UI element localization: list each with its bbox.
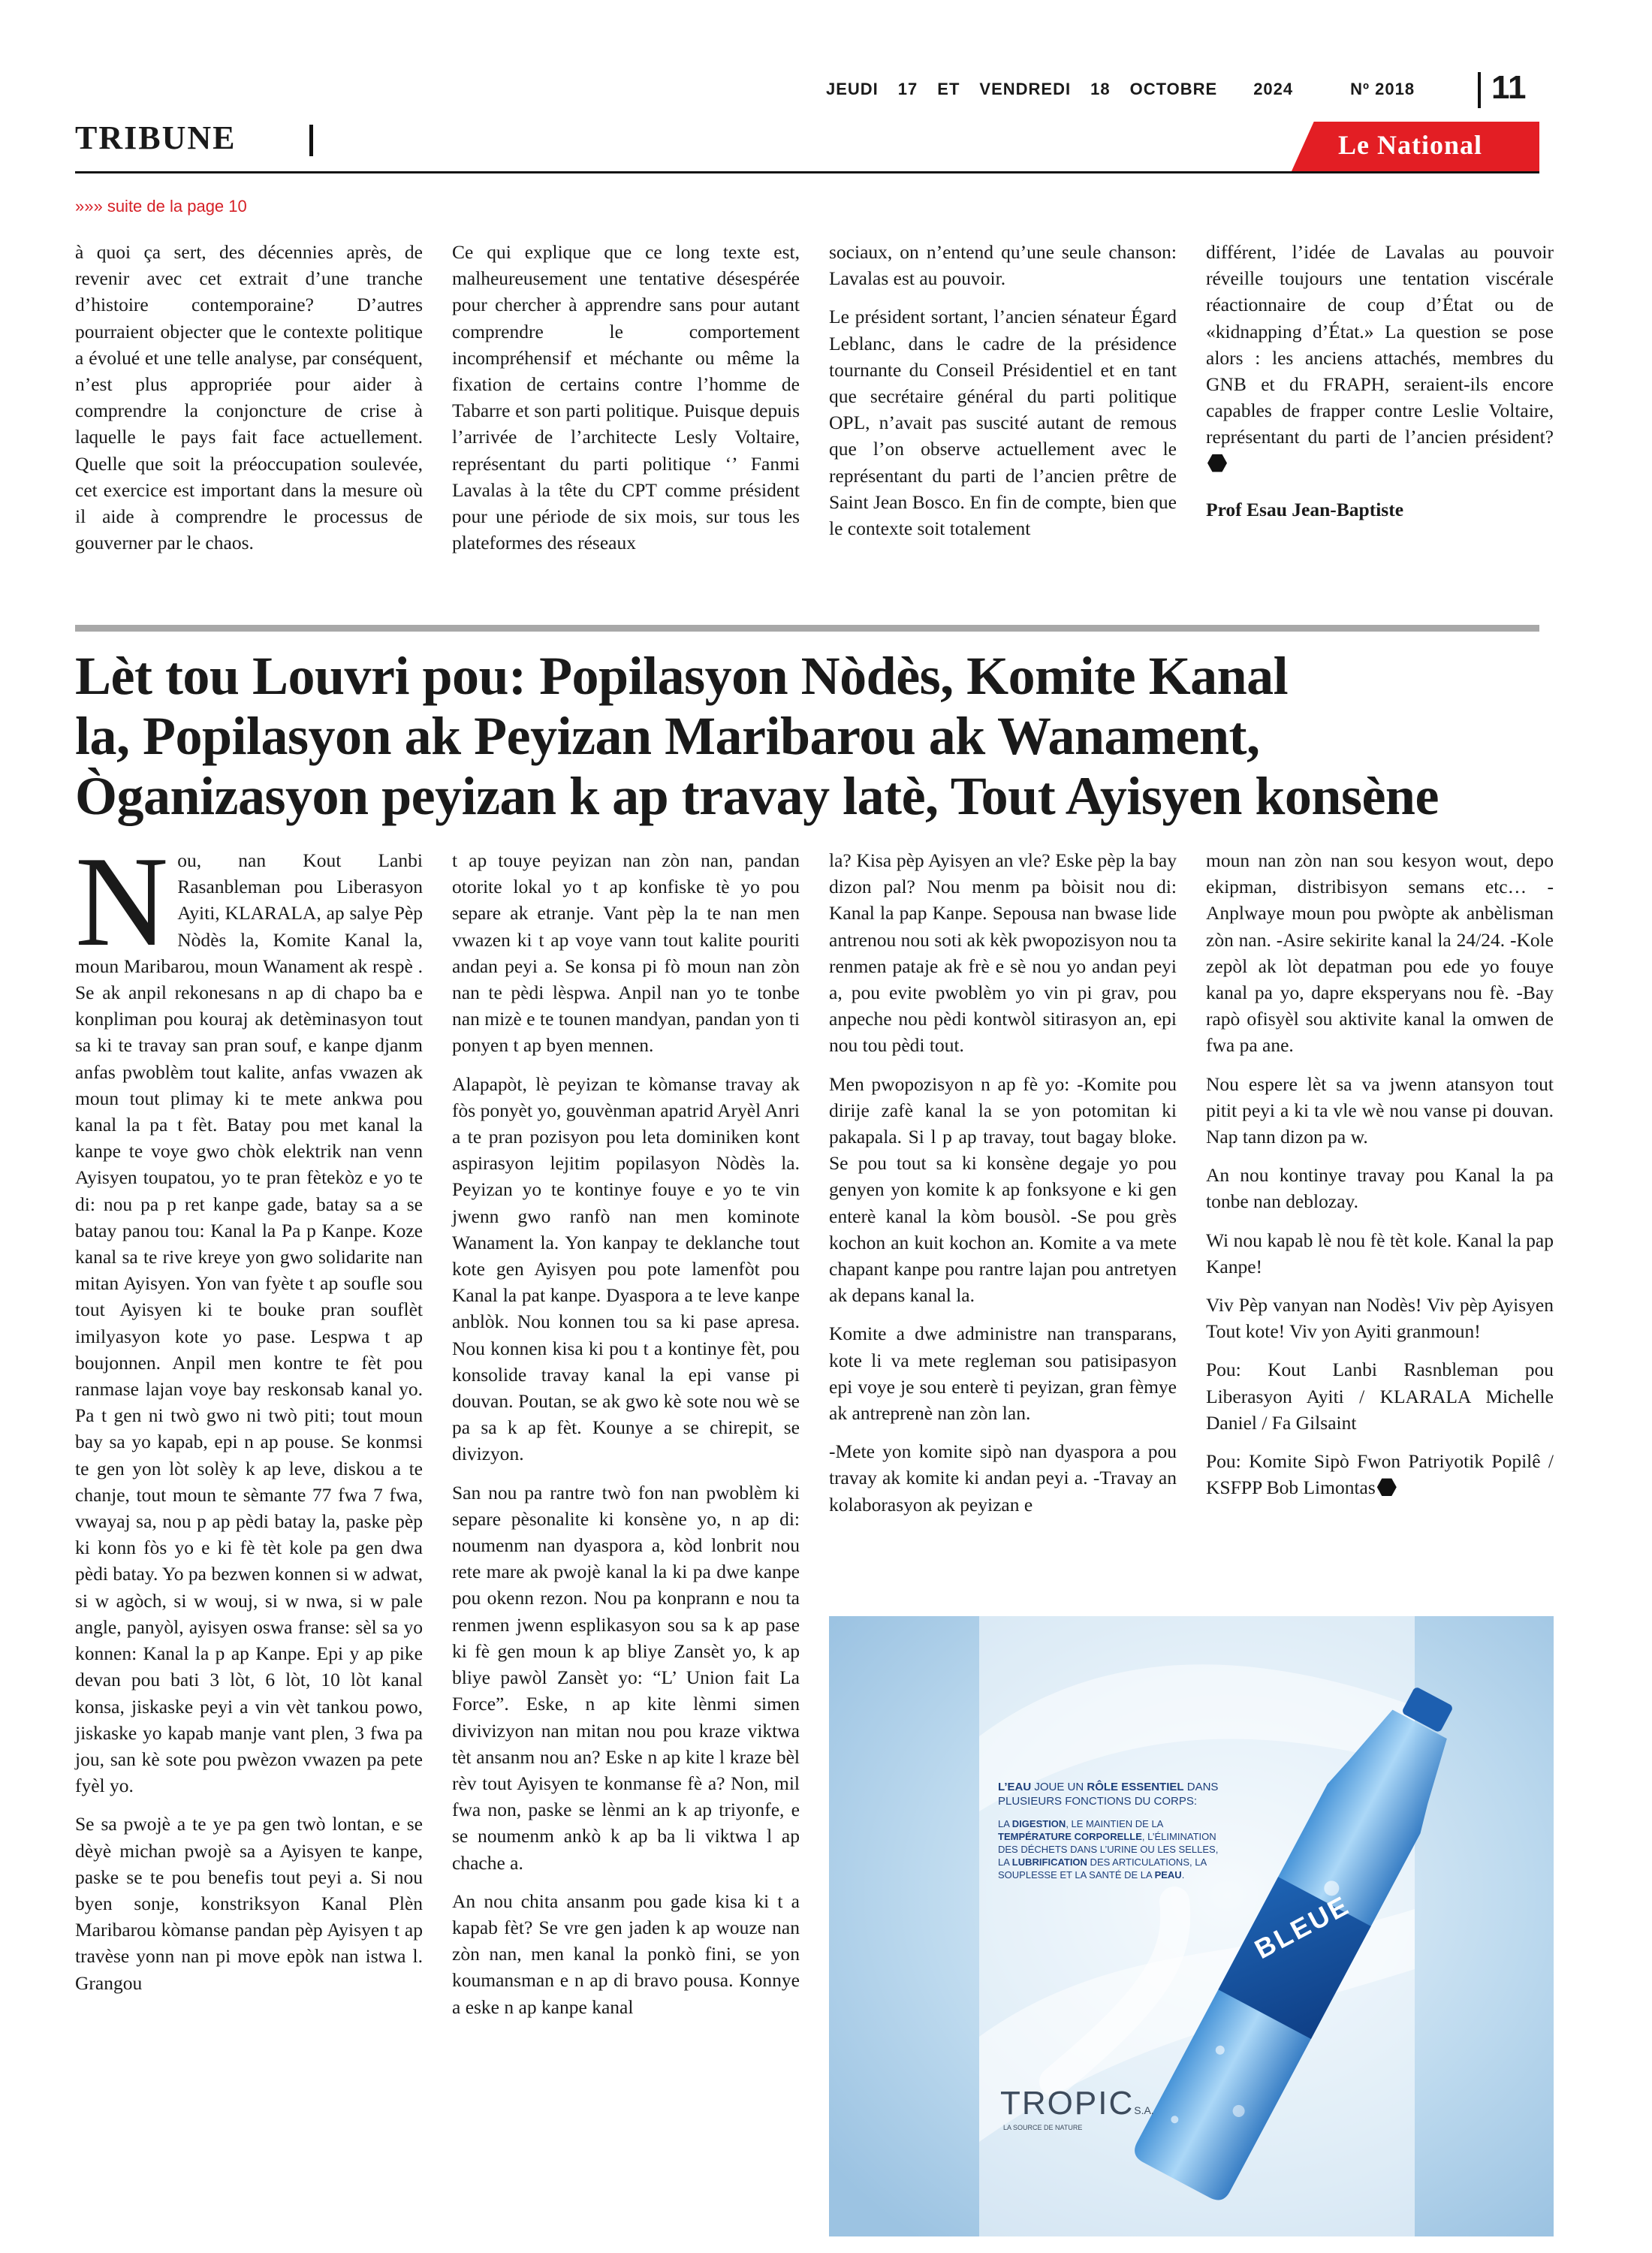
date-year: 2024: [1253, 80, 1294, 98]
paragraph: sociaux, on n’entend qu’une seule chanson: Lavalas est au pouvoir.: [829, 241, 1177, 290]
ad-body: [998, 1817, 1223, 1881]
paragraph-text: ou, nan Kout Lanbi Rasanbleman pou Liberasyon Ayiti, KLARALA, ap salye Pèp Nòdès la, Komite Kanal la, moun Maribarou, moun Wanament ak respè . Se ak anpil rekonesans n ap di chapo ba e konpliman pou kouraj ak detèminasyon tout sa ki te travay san pran souf, e kanpe djanm anfas pwoblèm tout kalite, anfas vwazen ak moun tout plimay ki te mete ankwa pou kanal la pa t fèt. Batay pou met kanal la kanpe te voye gwo chòk elektrik nan venn Ayisyen toupatou, yo te pran fètekòz e yo te di: nou pa p ret kanpe gade, batay sa a se batay panou tou: Kanal la Pa p Kanpe. Koze kanal sa te rive kreye yon gwo solidarite nan mitan Ayisyen. Yon van fyète t ap soufle sou tout Ayisyen ki te bouke pran souflèt imilyasyon kote yo pase. Lespwa t ap boujonnen. Anpil men kontre te fèt pou ranmase lajan voye bay reskonsab kanal yo. Pa t gen ni twò gwo ni twò piti; tout moun bay sa yo kapab, epi n ap pouse. Se konmsi te gen yon lòt solèy k ap leve, diskou a te chanje, tout moun te sèmante 77 fwa 7 fwa, vwayaj sa, nou p ap pèdi batay la, paske pèp ki konn fòs yo e ki fè tèt kole pa gen dwa pèdi batay. Yo pa bezwen konnen si w adwat, si w agòch, si w wouj, si w nwa, si w pale angle, panyòl, ayisyen oswa franse: sèl sa yo konnen: Kanal la p ap Kanpe. Epi y ap pike devan pou bati 3 lòt, 6 lòt, 10 lòt kanal konsa, jiskaske peyi a vin vèt tankou powo, jiskaske yo kapab manje vant plen, 3 fwa pa jou, san kè sote pou pwèzon vwazen pa pete fyèl yo.: [75, 849, 423, 1797]
date-day1: JEUDI: [826, 80, 879, 98]
ad-headline-part: L’EAU: [998, 1781, 1032, 1793]
paragraph: Nou espere lèt sa va jwenn atansyon tout pitit peyi a ki ta vle wè nou vanse pi douvan. Nap tann dizon pa w.: [1206, 1072, 1554, 1148]
article-headline: [75, 646, 1539, 826]
paragraph: [1206, 239, 1554, 477]
paragraph: t ap touye peyizan nan zòn nan, pandan otorite lokal yo t ap konfiske tè yo pou separe ak etranje. Vant pèp la te nan men vwazen ki t ap voye vann tout kalite pouriti andan peyi a. Se konsa pi fò moun nan zòn nan te pèdi lèspwa. Anpil nan yo te tonbe nan mizè e te tounen mandyan, pandan yon ti ponyen t ap byen mennen.: [452, 849, 800, 1057]
paragraph: la? Kisa pèp Ayisyen an vle? Eske pèp la bay dizon pal? Nou menm pa bòisit nou di: Kanal la pap Kanpe. Sepousa nan bwase lide antrenou nou soti ak kèk pwopozisyon nou ta renmen pataje ak frè e sè nou yo andan peyi a, pou evite pwoblèm yo vin pi grav, pou anpeche nou pèdi kontwòl sitirasyon an, epi nou tou pèdi tout.: [829, 849, 1177, 1057]
tribune-column-1: [75, 239, 423, 568]
ad-body-part: TEMPÉRATURE CORPORELLE: [998, 1831, 1142, 1842]
paragraph: Men pwopozisyon n ap fè yo: -Komite pou dirije zafè kanal la se yon potomitan ki pakapala. Si l p ap travay, tout bagay bloke. Se pou tout sa ki konsène degaje yo pou genyen yon komite k ap fonksyone e ki gen enterè kanal la kòm bousòl. -Se pou grès kochon an kuit kochon an. Komite a va mete chapant kanpe pou rantre lajan pou antretyen ak depans kanal la.: [829, 1072, 1177, 1307]
section-separator: [75, 625, 1539, 632]
paragraph: Le président sortant, l’ancien sénateur Égard Leblanc, dans le cadre de la présidence tournante du Conseil Présidentiel et en tant que secrétaire général du parti politique OPL, n’avait pas suscité autant de remous que l’on observe actuellement avec le représentant du parti de l’ancien prêtre de Saint Jean Bosco. En fin de compte, bien que le contexte soit totalement: [829, 306, 1177, 540]
ad-body-part: LUBRIFICATION: [1011, 1856, 1087, 1868]
tribune-column-2: [452, 239, 800, 568]
ad-body-part: .: [1181, 1869, 1185, 1881]
tribune-column-4: [1206, 239, 1554, 535]
end-mark-icon: [1377, 1477, 1397, 1497]
paragraph: An nou kontinye travay pou Kanal la pa tonbe nan deblozay.: [1206, 1164, 1554, 1213]
article-column-1: [75, 831, 423, 2008]
paragraph: Ce qui explique que ce long texte est, malheureusement une tentative désespérée pour chercher à apprendre sans pour autant comprendre le comportement incompréhensif et méchante ou même la fixation de certains contre l’homme de Tabarre et son parti politique. Puisque depuis l’arrivée de l’architecte Lesly Voltaire, représentant du parti politique ‘’ Fanmi Lavalas à la tête du CPT comme président pour une période de six mois, sur tous les plateformes des réseaux: [452, 241, 800, 554]
ad-copy: [998, 1780, 1223, 1881]
headline-line-2: la, Popilasyon ak Peyizan Maribarou ak Wanament,: [75, 706, 1260, 766]
ad-body-part: , LE MAINTIEN DE LA: [1066, 1818, 1163, 1829]
paragraph: Komite a dwe administre nan transparans, kote li va mete regleman sou patisipasyon epi voye je sou enterè ti peyizan, gran fèmye ak antreprenè nan zòn lan.: [829, 1323, 1177, 1425]
date-num1: 17: [897, 80, 918, 98]
ad-headline: [998, 1780, 1223, 1808]
ad-body-part: LA: [998, 1818, 1012, 1829]
paragraph: à quoi ça sert, des décennies après, de revenir avec cet extrait d’une tranche d’histoire contemporaine? D’autres pourraient objecter que le contexte politique a évolué et une telle analyse, par conséquent, n’est plus appropriée pour aider à comprendre la conjoncture de crise à laquelle le pays fait face actuellement. Quelle que soit la préoccupation soulevée, cet exercice est important dans la mesure où il aide à comprendre le processus de gouverner par le chaos.: [75, 241, 423, 554]
section-title: TRIBUNE: [75, 119, 237, 156]
ad-body-part: , L’ÉLIMINATION DES DÉCHETS DANS L’URINE OU LES SELLES, LA: [998, 1831, 1219, 1868]
header-date: [826, 80, 1532, 99]
paragraph: [75, 831, 423, 1799]
drop-cap: N: [75, 831, 169, 973]
date-day2: VENDREDI: [979, 80, 1072, 98]
date-et: ET: [937, 80, 960, 98]
ad-brand-tagline: LA SOURCE DE NATURE: [1003, 2124, 1083, 2131]
section-divider: [309, 125, 313, 156]
headline-line-1: Lèt tou Louvri pou: Popilasyon Nòdès, Komite Kanal: [75, 646, 1289, 706]
article-column-2: [452, 847, 800, 2032]
paragraph: Wi nou kapab lè nou fè tèt kole. Kanal la pap Kanpe!: [1206, 1229, 1554, 1277]
end-mark-icon: [1207, 454, 1227, 473]
continued-from: »»» suite de la page 10: [75, 197, 247, 216]
ad-headline-part: JOUE UN: [1031, 1781, 1087, 1793]
ad-body-part: DES ARTICULATIONS, LA SOUPLESSE ET LA SANTÉ DE LA: [998, 1856, 1207, 1881]
paragraph: San nou pa rantre twò fon nan pwoblèm ki separe pèsonalite ki konsène yo, n ap di: noumenm nan dyaspora a, kòd lonbrit nou rete mare ak pwojè kanal la ki pa dwe kanpe pou okenn rezon. Nou pa konprann e nou ta renmen jwenn esplikasyon sou sa k ap pase ki fè gen moun k ap bliye Zansèt yo, k ap bliye pawòl Zansèt yo: “L’ Union fait La Force”. Eske, n ap kite lènmi simen divivizyon nan mitan nou pou kraze viktwa tèt ansanm nou an? Eske n ap kite l kraze bèl rèv tout Ayisyen te konmanse fè a? Non, mil fwa non, paske se lènmi an k ap triyonfe, e se noumenm ankò k ap ba li viktwa l ap chache a.: [452, 1481, 800, 1874]
paragraph: -Mete yon komite sipò nan dyaspora a pou travay ak komite ki andan peyi a. -Travay an kolaborasyon ak peyizan e: [829, 1440, 1177, 1516]
header-rule: [75, 171, 1539, 173]
paragraph: Se sa pwojè a te ye pa gen twò lontan, e se dèyè michan pwojè sa a Ayisyen te kanpe, paske se te pou benefis tout peyi a. Si nou byen sonje, konstriksyon Kanal Plèn Maribarou kòmanse pandan pèp Ayisyen t ap travèse yonn nan pi move epòk nan istwa l. Grangou: [75, 1813, 423, 1994]
brand-name: Le National: [1338, 130, 1483, 160]
article-column-3: [829, 847, 1177, 1530]
date-month: OCTOBRE: [1129, 80, 1218, 98]
ad-brand-suffix: S.A.: [1134, 2104, 1154, 2116]
paragraph: Pou: Kout Lanbi Rasnbleman pou Liberasyon Ayiti / KLARALA Michelle Daniel / Fa Gilsaint: [1206, 1359, 1554, 1434]
paragraph: Alapapòt, lè peyizan te kòmanse travay ak fòs ponyèt yo, gouvènman apatrid Aryèl Anri a te pran pozisyon pou leta dominiken kont aspirasyon lejitim popilasyon Nòdès la. Peyizan yo te kontinye fouye e yo te vin jwenn gwo ranfò nan men kominote Wanament la. Yon kanpay te deklanche tout kote gen Ayisyen pou pote lamenfòt pou Kanal la pat kanpe. Dyaspora a te leve kanpe anblòk. Nou konnen tou sa ki pase apresa. Nou konnen kisa ki pou t a kontinye fèt, pou konsolide travay kanal la epi vanse pi douvan. Poutan, se ak gwo kè sote nou wè se pa sa k ap fèt. Kounye a se chirepit, se divizyon.: [452, 1072, 800, 1465]
ad-headline-part: DANS PLUSIEURS FONCTIONS DU CORPS:: [998, 1781, 1219, 1808]
ad-background-graphic: [829, 1616, 1554, 2236]
paragraph: moun nan zòn nan sou kesyon wout, depo ekipman, distribisyon semans etc… -Anplwaye moun pou pwòpte ak anbèlisman zòn nan. -Asire sekirite kanal la 24/24. -Kole zepòl ak lòt depatman pou ede yo fouye kanal pa yo, dapre eksperyans nou fè. -Bay rapò ofisyèl sou aktivite kanal la omwen de fwa pa ane.: [1206, 849, 1554, 1057]
paragraph: An nou chita ansanm pou gade kisa ki t a kapab fèt? Se vre gen jaden k ap wouze nan zòn nan, men kanal la ponkò fini, se yon koumansman e n ap di bravo pousa. Konnye a eske n ap kanpe kanal: [452, 1890, 800, 2018]
paragraph: [1206, 1448, 1554, 1500]
author-byline: Prof Esau Jean-Baptiste: [1206, 498, 1404, 520]
ad-brand-name: TROPIC: [1000, 2085, 1135, 2122]
paragraph-text: Pou: Komite Sipò Fwon Patriyotik Popilê / KSFPP Bob Limontas: [1206, 1450, 1554, 1499]
issue-number: Nº 2018: [1350, 80, 1415, 98]
ad-brand-logo: [1000, 2085, 1154, 2122]
page-number-divider: [1478, 72, 1481, 108]
headline-line-3: Òganizasyon peyizan k ap travay latè, Tout Ayisyen konsène: [75, 766, 1439, 826]
ad-body-part: DIGESTION: [1011, 1818, 1066, 1829]
paragraph-text: différent, l’idée de Lavalas au pouvoir réveille toujours une tentation viscérale réactionnaire de coup d’État ou de «kidnapping d’État.» La question se pose alors : les anciens attachés, membres du GNB et du FRAPH, seraient-ils encore capables de frapper contre Leslie Voltaire, représentant du parti de l’ancien président?: [1206, 241, 1554, 448]
paragraph: Viv Pèp vanyan nan Nodès! Viv pèp Ayisyen Tout kote! Viv yon Ayiti granmoun!: [1206, 1294, 1554, 1343]
page-number: 11: [1491, 69, 1527, 106]
ad-headline-part: RÔLE ESSENTIEL: [1087, 1781, 1184, 1793]
date-num2: 18: [1090, 80, 1111, 98]
article-column-4: [1206, 847, 1554, 1513]
tribune-column-3: [829, 239, 1177, 553]
bottle-label-text: BLEUE: [1250, 1889, 1355, 1965]
ad-body-part: PEAU: [1154, 1869, 1182, 1881]
water-advertisement: [829, 1616, 1554, 2236]
